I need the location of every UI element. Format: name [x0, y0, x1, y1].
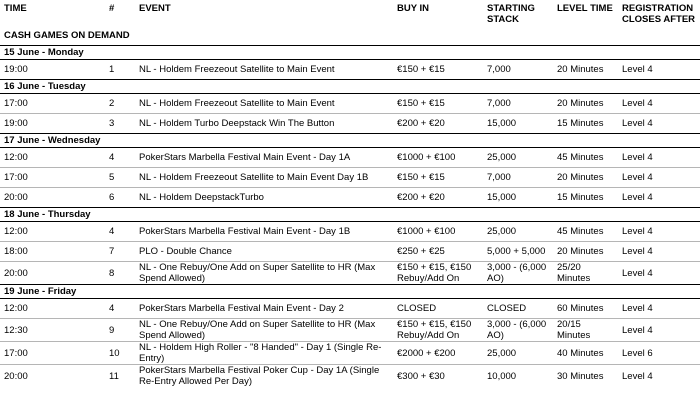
event-buyin-cell: €1000 + €100 [397, 152, 456, 163]
event-num-cell: 10 [105, 342, 135, 365]
event-stack-cell: CLOSED [487, 303, 527, 314]
header-stack [483, 0, 553, 27]
event-num-cell: 6 [105, 188, 135, 208]
event-buyin-cell: €150 + €15, €150 Rebuy/Add On [393, 262, 483, 285]
event-time-cell: 20:00 [0, 188, 105, 208]
day-label: 19 June - Friday [0, 285, 700, 299]
event-stack-cell: 25,000 [487, 226, 517, 237]
header-reg [618, 0, 700, 27]
event-buyin-cell: CLOSED [397, 303, 437, 314]
event-level-cell: 45 Minutes [557, 152, 604, 163]
event-time-cell: 12:30 [0, 319, 105, 342]
event-event-cell: NL - Holdem High Roller - "8 Handed" - Day 1 (Single Re-Entry) [135, 342, 393, 365]
event-event-cell: PokerStars Marbella Festival Poker Cup - Day 1A (Single Re-Entry Allowed Per Day) [135, 365, 393, 388]
event-level-cell: 20/15 Minutes [553, 319, 618, 342]
event-time-cell: 17:00 [4, 98, 28, 109]
event-num-cell: 8 [105, 262, 135, 285]
day-label: 18 June - Thursday [0, 208, 700, 222]
event-row [0, 365, 700, 388]
event-level-cell: 60 Minutes [557, 303, 604, 314]
event-stack-cell: 7,000 [487, 98, 511, 109]
header-num: # [109, 3, 115, 14]
event-reg-cell: Level 4 [618, 114, 700, 134]
event-event-cell: NL - Holdem Freezeout Satellite to Main Event Day 1B [135, 168, 393, 188]
event-reg-cell: Level 4 [622, 152, 653, 163]
event-num-cell: 2 [109, 98, 115, 109]
event-buyin-cell: €150 + €15 [397, 64, 445, 75]
day-header-row [0, 134, 700, 148]
event-event-cell: NL - Holdem DeepstackTurbo [135, 188, 393, 208]
event-time-cell: 18:00 [0, 242, 105, 262]
event-num-cell: 4 [109, 303, 115, 314]
header-buyin: BUY IN [397, 3, 430, 14]
event-stack-cell: 7,000 [487, 64, 511, 75]
event-row [0, 262, 700, 285]
event-reg-cell: Level 6 [618, 342, 700, 365]
day-label: 15 June - Monday [0, 46, 700, 60]
header-stack-line1: STARTING [487, 3, 535, 14]
event-stack-cell: 3,000 - (6,000 AO) [483, 262, 553, 285]
day-header-row [0, 80, 700, 94]
cash-games-note: CASH GAMES ON DEMAND [4, 29, 130, 41]
event-time-cell: 12:00 [4, 303, 28, 314]
event-buyin-cell: €150 + €15 [397, 98, 445, 109]
header-level: LEVEL TIME [557, 3, 613, 14]
event-buyin-cell: €150 + €15 [393, 168, 483, 188]
event-time-cell: 17:00 [0, 168, 105, 188]
event-buyin-cell: €200 + €20 [393, 114, 483, 134]
event-buyin-cell: €1000 + €100 [397, 226, 456, 237]
event-buyin-cell: €300 + €30 [393, 365, 483, 388]
event-event-cell: PLO - Double Chance [135, 242, 393, 262]
event-num-cell: 9 [105, 319, 135, 342]
event-num-cell: 4 [109, 152, 115, 163]
event-time-cell: 19:00 [0, 114, 105, 134]
event-row [0, 148, 700, 168]
header-stack-line2: STACK [487, 14, 520, 25]
event-reg-cell: Level 4 [618, 168, 700, 188]
event-num-cell: 4 [109, 226, 115, 237]
event-row [0, 342, 700, 365]
event-reg-cell: Level 4 [618, 242, 700, 262]
event-row [0, 319, 700, 342]
event-event-cell: PokerStars Marbella Festival Main Event - Day 2 [139, 303, 344, 314]
event-row [0, 168, 700, 188]
event-level-cell: 15 Minutes [553, 114, 618, 134]
event-time-cell: 20:00 [0, 262, 105, 285]
event-time-cell: 17:00 [0, 342, 105, 365]
day-label: 16 June - Tuesday [0, 80, 700, 94]
event-row [0, 114, 700, 134]
event-event-cell: PokerStars Marbella Festival Main Event - Day 1B [139, 226, 351, 237]
event-level-cell: 15 Minutes [553, 188, 618, 208]
event-event-cell: NL - One Rebuy/One Add on Super Satellite to HR (Max Spend Allowed) [135, 262, 393, 285]
event-row [0, 242, 700, 262]
event-num-cell: 5 [105, 168, 135, 188]
header-reg-line2: CLOSES AFTER [622, 14, 696, 25]
event-time-cell: 12:00 [4, 152, 28, 163]
event-time-cell: 12:00 [4, 226, 28, 237]
event-level-cell: 25/20 Minutes [553, 262, 618, 285]
event-level-cell: 20 Minutes [557, 98, 604, 109]
event-num-cell: 3 [105, 114, 135, 134]
event-stack-cell: 25,000 [487, 152, 517, 163]
event-reg-cell: Level 4 [622, 64, 653, 75]
event-reg-cell: Level 4 [622, 226, 653, 237]
event-stack-cell: 10,000 [483, 365, 553, 388]
event-level-cell: 20 Minutes [553, 242, 618, 262]
event-buyin-cell: €200 + €20 [393, 188, 483, 208]
event-level-cell: 20 Minutes [553, 168, 618, 188]
event-num-cell: 11 [105, 365, 135, 388]
day-header-row [0, 46, 700, 60]
cash-games-row [0, 27, 700, 46]
event-num-cell: 1 [109, 64, 115, 75]
event-stack-cell: 5,000 + 5,000 [483, 242, 553, 262]
event-row [0, 94, 700, 114]
event-buyin-cell: €150 + €15, €150 Rebuy/Add On [393, 319, 483, 342]
event-reg-cell: Level 4 [618, 188, 700, 208]
event-stack-cell: 15,000 [483, 188, 553, 208]
day-header-row [0, 285, 700, 299]
event-level-cell: 30 Minutes [553, 365, 618, 388]
header-reg-line1: REGISTRATION [622, 3, 694, 14]
event-buyin-cell: €2000 + €200 [393, 342, 483, 365]
event-stack-cell: 15,000 [483, 114, 553, 134]
header-time: TIME [4, 3, 27, 14]
header-event: EVENT [139, 3, 171, 14]
event-time-cell: 20:00 [0, 365, 105, 388]
event-reg-cell: Level 4 [622, 303, 653, 314]
event-level-cell: 20 Minutes [557, 64, 604, 75]
day-label: 17 June - Wednesday [0, 134, 700, 148]
event-reg-cell: Level 4 [618, 319, 700, 342]
day-header-row [0, 208, 700, 222]
event-event-cell: PokerStars Marbella Festival Main Event - Day 1A [139, 152, 351, 163]
event-level-cell: 40 Minutes [553, 342, 618, 365]
event-num-cell: 7 [105, 242, 135, 262]
event-row [0, 222, 700, 242]
event-event-cell: NL - Holdem Freezeout Satellite to Main Event [139, 64, 335, 75]
event-stack-cell: 3,000 - (6,000 AO) [483, 319, 553, 342]
event-time-cell: 19:00 [4, 64, 28, 75]
event-row [0, 188, 700, 208]
event-stack-cell: 25,000 [483, 342, 553, 365]
event-row [0, 299, 700, 319]
event-reg-cell: Level 4 [622, 98, 653, 109]
event-event-cell: NL - Holdem Freezeout Satellite to Main Event [139, 98, 335, 109]
event-level-cell: 45 Minutes [557, 226, 604, 237]
event-reg-cell: Level 4 [618, 365, 700, 388]
event-row [0, 60, 700, 80]
event-reg-cell: Level 4 [618, 262, 700, 285]
event-stack-cell: 7,000 [483, 168, 553, 188]
header-row [0, 0, 700, 27]
event-event-cell: NL - One Rebuy/One Add on Super Satellite to HR (Max Spend Allowed) [135, 319, 393, 342]
event-event-cell: NL - Holdem Turbo Deepstack Win The Button [135, 114, 393, 134]
event-buyin-cell: €250 + €25 [393, 242, 483, 262]
